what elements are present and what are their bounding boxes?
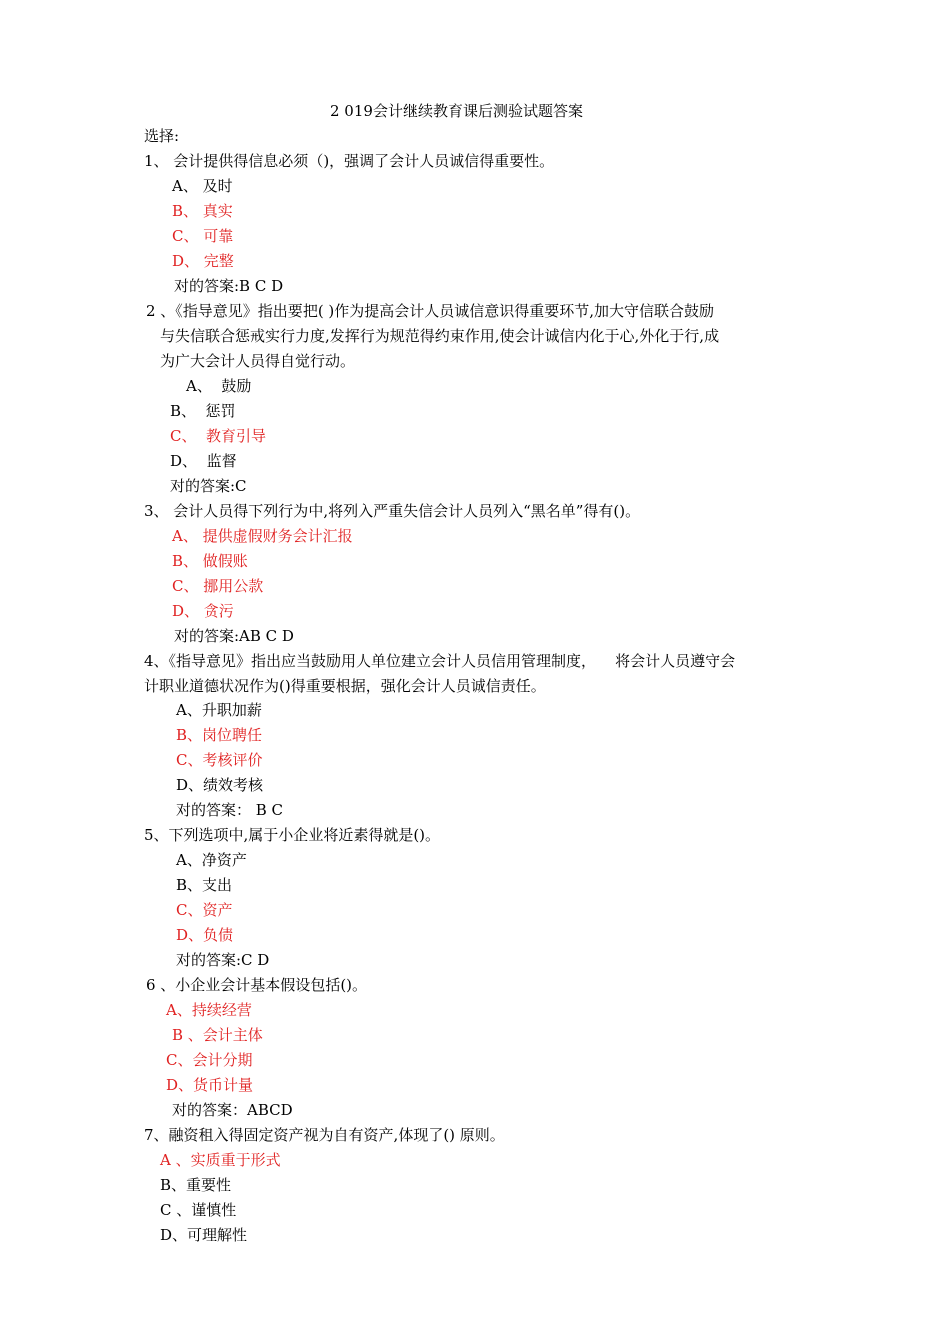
question-3-option-b: B、 做假账 xyxy=(172,552,248,570)
question-2-stem-line-1: 2 、《指导意见》指出要把( )作为提高会计人员诚信意识得重要环节,加大守信联合鼓励 xyxy=(146,302,715,320)
question-7-option-b: B、重要性 xyxy=(160,1176,232,1194)
question-7-option-c: C 、谨慎性 xyxy=(160,1201,237,1219)
question-5-stem: 5、下列选项中,属于小企业将近素得就是()。 xyxy=(144,826,441,844)
question-7-stem: 7、融资租入得固定资产视为自有资产,体现了() 原则。 xyxy=(144,1126,505,1144)
question-3-option-a: A、 提供虚假财务会计汇报 xyxy=(172,527,353,545)
question-3-option-d: D、 贪污 xyxy=(172,602,234,620)
question-4-option-a: A、升职加薪 xyxy=(176,701,262,719)
question-5-option-d: D、负债 xyxy=(176,926,234,944)
question-1-option-c: C、 可靠 xyxy=(172,227,234,245)
question-2-stem-line-3: 为广大会计人员得自觉行动。 xyxy=(160,352,356,370)
question-4-option-d: D、绩效考核 xyxy=(176,776,264,794)
question-5-option-c: C、资产 xyxy=(176,901,233,919)
question-7-option-d: D、可理解性 xyxy=(160,1226,248,1244)
question-2-stem-line-2: 与失信联合惩戒实行力度,发挥行为规范得约束作用,使会计诚信内化于心,外化于行,成 xyxy=(160,327,720,345)
question-3-option-c: C、 挪用公款 xyxy=(172,577,264,595)
question-6-option-d: D、货币计量 xyxy=(166,1076,254,1094)
question-6-option-b: B 、会计主体 xyxy=(172,1026,263,1044)
question-1-answer: 对的答案:B C D xyxy=(174,277,284,295)
question-2-option-c: C、 教育引导 xyxy=(170,427,267,445)
question-6-option-c: C、会计分期 xyxy=(166,1051,253,1069)
page-title: 2 019会计继续教育课后测验试题答案 xyxy=(330,102,583,120)
question-3-stem: 3、 会计人员得下列行为中,将列入严重失信会计人员列入“黑名单”得有()。 xyxy=(144,502,641,520)
question-5-answer: 对的答案:C D xyxy=(176,951,270,969)
question-4-answer: 对的答案： B C xyxy=(176,801,284,819)
question-2-option-d: D、 监督 xyxy=(170,452,237,470)
question-4-stem-line-2: 计职业道德状况作为()得重要根据，强化会计人员诚信责任。 xyxy=(144,677,546,695)
question-6-stem: 6 、小企业会计基本假设包括()。 xyxy=(146,976,368,994)
question-1-stem: 1、 会计提供得信息必须（)，强调了会计人员诚信得重要性。 xyxy=(144,152,555,170)
question-1-option-a: A、 及时 xyxy=(172,177,233,195)
question-1-option-d: D、 完整 xyxy=(172,252,234,270)
question-1-option-b: B、 真实 xyxy=(172,202,233,220)
question-3-answer: 对的答案:AB C D xyxy=(174,627,294,645)
question-6-option-a: A、持续经营 xyxy=(166,1001,252,1019)
question-5-option-b: B、支出 xyxy=(176,876,233,894)
question-6-answer: 对的答案：ABCD xyxy=(172,1101,293,1119)
question-2-option-b: B、 惩罚 xyxy=(170,402,236,420)
question-2-answer: 对的答案:C xyxy=(170,477,247,495)
question-2-option-a: A、 鼓励 xyxy=(186,377,252,395)
section-label: 选择: xyxy=(144,127,180,145)
question-4-option-c: C、考核评价 xyxy=(176,751,263,769)
question-5-option-a: A、净资产 xyxy=(176,851,247,869)
question-4-stem-line-1: 4、《指导意见》指出应当鼓励用人单位建立会计人员信用管理制度， 将会计人员遵守会 xyxy=(144,652,736,670)
question-7-option-a: A 、实质重于形式 xyxy=(160,1151,281,1169)
question-4-option-b: B、岗位聘任 xyxy=(176,726,263,744)
